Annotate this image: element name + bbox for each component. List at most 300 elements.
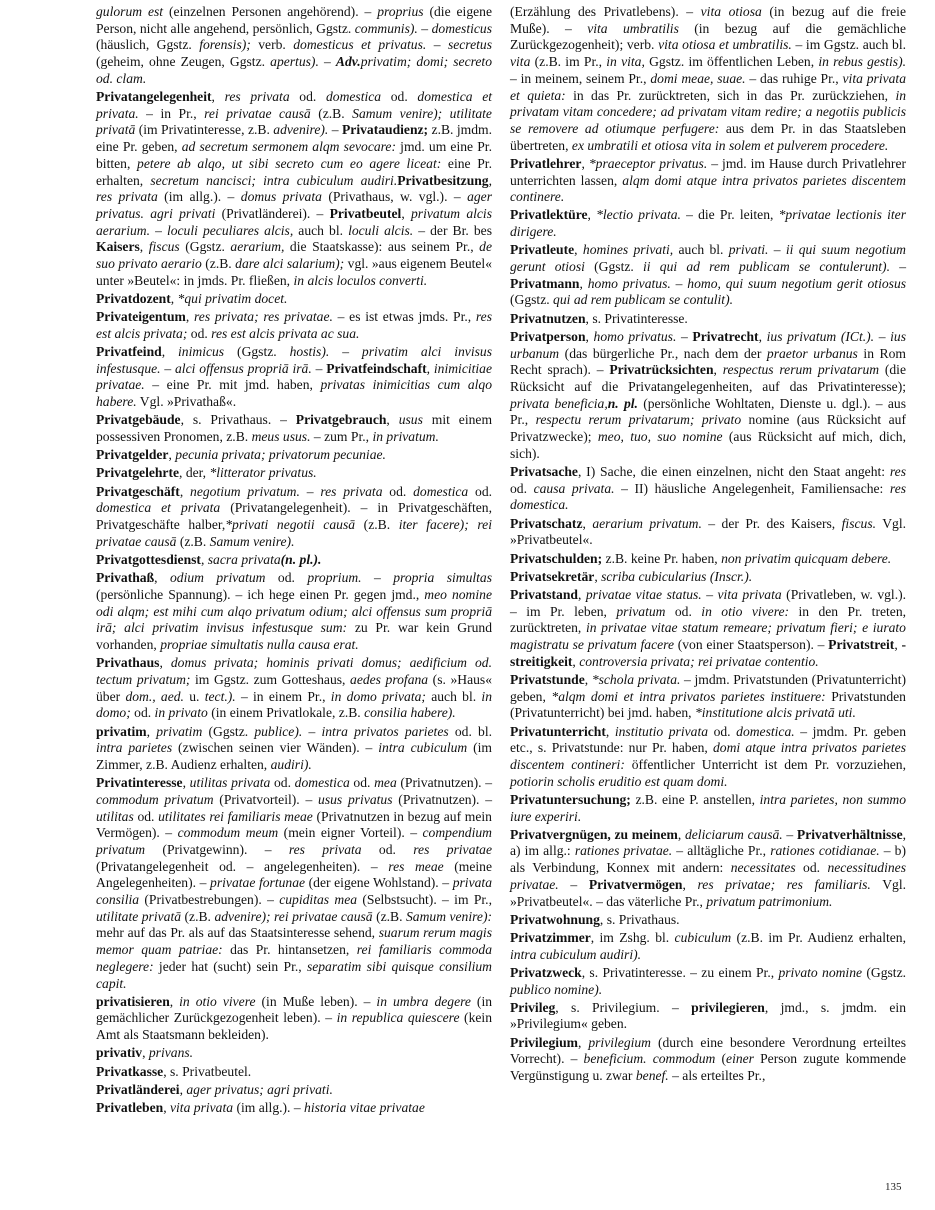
latin-term: qui ad rem publicam se contulit). [553, 292, 734, 308]
latin-term: usus privatus [318, 791, 393, 807]
latin-term: odium privatum [169, 570, 266, 586]
entry-text: (das bürgerliche Pr., nach dem der [559, 345, 767, 361]
entry-text: (Ggstz. [202, 723, 255, 739]
entry-text: – der Pr. des Kaisers, [701, 515, 842, 531]
headword: Privatperson [510, 328, 586, 344]
entry-text: (meine Angelegenheiten). – [96, 858, 493, 891]
headword: Privatrecht [692, 328, 759, 344]
latin-term: domestica et privata [96, 500, 221, 516]
entry-text: (Privatnutzen). – [396, 775, 493, 791]
entry-text: jmd. um eine Pr. bitten, [96, 139, 492, 171]
latin-term: Samum venire); [352, 105, 443, 121]
entry-text: (die Rücksicht auf die Privatangelegenheiten, auf das Privatinteresse); [510, 362, 906, 394]
entry-text: zu Pr. war kein Grund vorhanden, [96, 620, 492, 653]
entry-text: (Ggstz. [510, 292, 554, 308]
headword: Privatkasse [96, 1063, 164, 1079]
latin-term: vita umbratilis [587, 20, 679, 36]
entry-text: – [311, 360, 327, 376]
entry-text: , [182, 775, 190, 791]
page-number: 135 [885, 1181, 902, 1193]
latin-term: privatum [616, 603, 666, 619]
dictionary-entry [510, 930, 906, 963]
latin-term: domesticus et privatus. [293, 37, 427, 53]
latin-term: vita privata [170, 1100, 234, 1115]
latin-term: rei privatae causā [204, 105, 311, 121]
latin-term: scriba cubicularius (Inscr.). [601, 568, 753, 584]
entry-text: (in bezug auf die freie Muße). – [510, 4, 906, 36]
entry-text: , I) Sache, die einen einzelnen, nicht den Staat angeht: [577, 463, 890, 479]
entry-text: (häuslich, Ggstz. [96, 37, 200, 53]
latin-term: commodum privatum [96, 791, 214, 807]
entry-text: – b) als Verbindung, Konnex mit andern: [510, 843, 906, 876]
latin-term: in domo privata; [330, 688, 426, 704]
latin-term: proprium. [307, 570, 362, 586]
entry-text: – der Br. bes [413, 222, 492, 238]
entry-text: – [890, 259, 907, 275]
entry-text: , [713, 362, 723, 378]
latin-term: *privati negotii causā [225, 517, 356, 533]
entry-text: , [185, 309, 194, 325]
latin-term: pecunia privata; privatorum pecuniae. [175, 447, 386, 463]
entry-text: Ggstz. im öffentlichen Leben, [644, 54, 819, 70]
entry-text: (Privatangelegenheit od. – angelegenheiten). – [96, 858, 389, 874]
headword: Privileg [510, 999, 556, 1015]
entry-text: – [874, 328, 891, 344]
entry-text: , [168, 447, 176, 463]
headword: Privatstunde [510, 671, 585, 687]
headword: Privatinteresse [96, 775, 183, 791]
entry-text: Vgl. »Privatbeutel«. – das väterliche Pr., [510, 876, 907, 909]
latin-term: privatum patrimonium. [706, 893, 833, 909]
entry-text: (im Privatinteresse, z.B. [135, 122, 274, 138]
latin-term: domestica. [736, 723, 795, 739]
latin-term: in republica quiescere [336, 1010, 460, 1026]
latin-term: in privatam vitam concedere; ad privatam vitam redire; a negotiis publicis se removere ad otiumque perfugere: [510, 87, 907, 136]
latin-term: rationes cotidianae. [770, 843, 880, 859]
latin-term: gulorum est [96, 4, 164, 19]
latin-term: cupiditas mea [279, 892, 358, 908]
latin-term: publico nomine). [510, 981, 603, 997]
latin-term: domestica [325, 89, 382, 105]
latin-term: privatim [156, 723, 203, 739]
dictionary-entry [510, 1035, 906, 1085]
entry-text: auch bl. [425, 688, 482, 704]
latin-term: inimicitiae privatae. [96, 360, 493, 393]
entry-text: verb. [250, 37, 294, 53]
headword: Privatleute [510, 242, 575, 258]
entry-text: die Staatskasse): aus seinem Pr., [284, 239, 480, 255]
entry-text: (einzelnen Personen angehörend). – [163, 4, 378, 19]
dictionary-entry [96, 994, 492, 1044]
entry-text: – eine Pr. mit jmd. haben, [144, 377, 321, 393]
latin-term: apertus). [270, 54, 319, 70]
entry-text: , [584, 671, 592, 687]
dictionary-entry [510, 156, 906, 206]
latin-term: privilegium [588, 1034, 652, 1050]
entry-text: , [677, 826, 685, 842]
dictionary-entry [96, 447, 492, 464]
entry-text: (der eigene Wohlstand). – [305, 875, 453, 891]
latin-term: tect.). [204, 688, 236, 704]
entry-text: od. [361, 841, 414, 857]
entry-text: od. [187, 325, 212, 341]
dictionary-entry [96, 655, 492, 722]
entry-text: , [594, 568, 602, 584]
entry-text: jeder hat (sucht) sein Pr., [153, 958, 307, 974]
headword: Privatnutzen [510, 310, 586, 326]
entry-text: – [701, 586, 718, 602]
entry-text: , s. Privatinteresse. – zu einem Pr., [581, 964, 779, 980]
headword: Privatleben [96, 1100, 164, 1115]
entry-text: (Privatvorteil). – [213, 791, 319, 807]
latin-term: vita otiosa [700, 4, 762, 19]
dictionary-entry [96, 570, 492, 654]
headword: privatisieren [96, 993, 170, 1009]
latin-term: homo privatus. [593, 328, 677, 344]
latin-term: vita privata [717, 586, 782, 602]
latin-term: usus [398, 412, 423, 428]
headword: Privatzimmer [510, 929, 591, 945]
entry-text: z.B. jmdm. eine Pr. geben, [96, 122, 492, 155]
entry-text: , [579, 275, 588, 291]
entry-text: (Ggstz. [224, 344, 290, 360]
entry-text: (Privatangelegenheit). – in Privatgeschäften, Privatgeschäfte halber, [96, 500, 493, 533]
dictionary-entry [510, 329, 906, 463]
latin-term: res est alcis privata; [96, 309, 492, 341]
entry-text: im Ggstz. zum Gotteshaus, [190, 671, 351, 687]
entry-text: (z.B. im Pr., [530, 54, 607, 70]
entry-text: (z.B. [310, 105, 353, 121]
dictionary-entry [96, 291, 492, 308]
latin-term: propria simultas [393, 570, 493, 586]
latin-term: privati. [728, 242, 769, 258]
entry-text: od. [381, 89, 418, 105]
entry-text: – [426, 37, 448, 53]
latin-term: res privatae [413, 841, 492, 857]
entry-text: , [577, 586, 586, 602]
headword: Privatsekretär [510, 568, 595, 584]
dictionary-entry [96, 309, 492, 342]
entry-text: , [200, 552, 208, 567]
latin-term: audiri). [270, 756, 312, 772]
entry-text: – II) häusliche Angelegenheit, Familiensache: [614, 480, 890, 496]
left-column [96, 4, 492, 1118]
entry-text: , s. Privathaus. [599, 911, 680, 927]
dictionary-entry [510, 207, 906, 240]
latin-term: Samum venire): [405, 908, 492, 924]
entry-text: od. [708, 723, 737, 739]
entry-text: – [329, 344, 362, 360]
entry-text: aus dem Pr. in das Staatsleben übertreten, [510, 120, 906, 153]
dictionary-entry [96, 4, 492, 88]
headword: Privathaus [96, 655, 160, 671]
latin-term: privatim; domi; secreto od. clam. [96, 54, 493, 86]
latin-term: mea [374, 775, 397, 791]
headword: Privatschatz [510, 515, 583, 531]
latin-term: forensis); [199, 37, 251, 53]
entry-text: in den Pr. treten, zurücktreten, [510, 603, 907, 636]
latin-term: publice). [254, 723, 303, 739]
latin-term: *schola privata. [591, 671, 681, 687]
entry-text: , [161, 344, 179, 360]
dictionary-entry [96, 484, 492, 551]
latin-term: *institutione alcis privatā uti. [694, 705, 856, 721]
dictionary-entry [510, 4, 906, 154]
latin-term: res privata [320, 483, 383, 499]
latin-term: domi atque intra privatos parietes discentem contineri: [510, 740, 906, 772]
entry-text: , s. Privathaus. – [180, 412, 296, 428]
entry-text: – [302, 723, 322, 739]
latin-term: *privatae lectionis iter dirigere. [510, 207, 906, 240]
latin-term: utilitas [96, 808, 134, 824]
entry-text: (Erzählung des Privatlebens). – [510, 4, 701, 19]
latin-term: institutio privata [614, 723, 709, 739]
latin-term: de suo privato aerario [96, 239, 493, 272]
latin-term: privato nomine [778, 964, 863, 980]
entry-text: – in Pr., [138, 105, 205, 121]
dictionary-entry [510, 551, 906, 568]
latin-term: domestica [413, 483, 469, 499]
latin-term: homines privati, [582, 242, 674, 258]
entry-text: , jmd., s. jmdm. ein »Privilegium« geben. [510, 999, 906, 1032]
entry-text: , [179, 483, 191, 499]
entry-text: , [159, 655, 171, 671]
entry-text: od. [270, 775, 295, 791]
latin-term: beneficium. commodum [583, 1051, 716, 1067]
latin-term: Samum venire). [209, 533, 295, 549]
headword: Privatvermögen [588, 876, 683, 892]
latin-term: causa privata. [533, 480, 615, 496]
entry-text: öffentlicher Unterricht ist dem Pr. vorzuziehen, [624, 756, 907, 772]
latin-term: in privatum. [372, 429, 439, 445]
latin-term: privata beneficia, [510, 395, 608, 411]
entry-text: eine Pr. erhalten, [96, 155, 492, 188]
entry-text: (Privatgewinn). – [145, 841, 289, 857]
latin-term: rei privatae causā [96, 517, 492, 549]
entry-text: (z.B. im Pr. Audienz erhalten, [731, 929, 906, 945]
headword: Privatgeschäft [96, 483, 180, 499]
entry-text: – in einem Pr., [235, 688, 331, 704]
headword: Privatsache [510, 463, 578, 479]
entry-text: (z.B. [372, 908, 406, 924]
latin-term: respectu rerum privatarum; privato [535, 412, 742, 428]
latin-term: utilitate privatā [96, 908, 182, 924]
entry-text: (Privatnutzen in bezug auf mein Vermögen). – [96, 808, 492, 841]
latin-term: necessitates [730, 860, 796, 876]
entry-text: – [318, 54, 336, 70]
latin-term: potiorin scholis eruditio est quam domi. [510, 773, 728, 789]
latin-term: utilitas privata [189, 775, 271, 791]
latin-term: homo, qui suum negotium gerit otiosus [687, 275, 907, 291]
dictionary-entry [510, 464, 906, 514]
latin-term: ager privatus; agri privati. [186, 1081, 333, 1097]
entry-text: (kein Amt als Staatsmann bekleiden). [96, 1010, 492, 1043]
headword: Privatgelder [96, 447, 169, 463]
headword: Privatangelegenheit [96, 89, 212, 105]
latin-term: ex umbratili et otiosa vita in solem et pulverem procedere. [571, 137, 889, 153]
entry-text: – jmd. im Hause durch Privatlehrer unterrichten lassen, [510, 155, 906, 188]
entry-text: (persönliche Wohltaten, Dienste u. dgl.). – aus Pr., [510, 395, 906, 428]
latin-term: proprius [377, 4, 424, 19]
latin-term: inimicus [178, 344, 225, 360]
latin-term: *litterator privatus. [209, 465, 317, 481]
latin-term: meo nomine odi alqm; est mihi cum alqo privatum odium; alci offensus sum propriā irā; alci privatim invisus infestusque sum: [96, 586, 492, 636]
entry-text: od. [349, 775, 375, 791]
dictionary-entry [510, 311, 906, 328]
latin-term: aedes profana [350, 671, 429, 687]
headword: Privatuntersuchung; [510, 791, 631, 807]
entry-text: – [558, 876, 589, 892]
entry-text [442, 106, 450, 121]
headword: Privatunterricht [510, 723, 606, 739]
dictionary-entry [96, 465, 492, 482]
dictionary-entry [510, 1000, 906, 1033]
latin-term: domus privata; hominis privati domus; aedificium od. tectum privatum; [96, 655, 492, 687]
latin-term: dom., aed. [125, 688, 184, 704]
latin-term: res meae [388, 858, 444, 874]
latin-term: res [889, 463, 906, 479]
latin-term: in alcis loculos converti. [293, 272, 428, 288]
latin-term: separatim sibi quisque consilium capit. [96, 958, 492, 991]
entry-text: , im Zshg. bl. [590, 929, 675, 945]
latin-term: ii qui suum negotium gerunt otiosi [510, 242, 907, 275]
entry-text: – [361, 570, 394, 586]
latin-term: rationes privatae. [574, 843, 673, 859]
dictionary-entry [96, 1100, 492, 1117]
entry-text: auch bl. [293, 222, 349, 238]
latin-term: loculi peculiares alcis, [166, 222, 294, 238]
entry-text: u. [183, 688, 205, 704]
dictionary-entry [96, 1045, 492, 1062]
entry-text: (geheim, ohne Zeugen, Ggstz. [96, 54, 271, 70]
dictionary-entry [96, 89, 492, 289]
entry-text: das Pr. hintansetzen, [222, 942, 357, 958]
entry-text: (im Zimmer, z.B. Audienz erhalten, [96, 740, 493, 772]
dictionary-entry [510, 569, 906, 586]
latin-term: aerarium, [230, 239, 285, 255]
latin-term: privatae vitae status. [585, 586, 702, 602]
entry-text: (mein eigner Vorteil). – [278, 825, 423, 841]
latin-term: rei familiaris commoda neglegere: [96, 942, 493, 974]
latin-term: aerarium privatum. [592, 515, 702, 531]
latin-term: in privato [154, 705, 208, 721]
entry-text: Vgl. »Privathaß«. [136, 394, 237, 410]
entry-text: , [605, 723, 615, 739]
entry-text: od. [468, 483, 493, 499]
entry-text: – [299, 483, 321, 499]
entry-text: – zum Pr., [310, 429, 373, 445]
latin-term: domesticus [431, 20, 493, 36]
entry-text: Privatstunden (Privatunterricht) bei jmd. haben, [510, 688, 906, 721]
headword: Privatstand [510, 586, 578, 602]
headword: Privatlehrer [510, 155, 582, 171]
latin-term: utilitates rei familiaris meae [158, 808, 313, 824]
headword: Privatländerei [96, 1081, 180, 1097]
latin-term: commodum meum [177, 825, 279, 841]
entry-text: – [417, 20, 432, 36]
dictionary-entry [510, 516, 906, 549]
latin-term: in vita, [606, 54, 645, 70]
latin-term: ius urbanum [510, 328, 906, 361]
entry-text: in das Pr. zurücktreten, sich in das Pr. zurückziehen, [565, 87, 896, 103]
latin-term: in domo; [96, 688, 492, 721]
latin-term: secretum nancisci; intra cubiculum audiri. [150, 172, 398, 188]
latin-term: secretus [447, 37, 492, 53]
entry-text: (in bezug auf die gemächliche Zurückgezogenheit); verb. [510, 20, 906, 53]
latin-term: ager privatus. agri privati [96, 189, 492, 221]
entry-text: , der, [179, 465, 210, 481]
latin-term: ad secretum sermonem alqm sevocare: [181, 139, 396, 155]
entry-text: (z.B. [355, 517, 399, 533]
dictionary-entry [96, 412, 492, 445]
headword: privativ [96, 1045, 143, 1061]
entry-text: , [582, 515, 593, 531]
headword: Kaisers [96, 239, 140, 255]
entry-text: (Privatleben, w. vgl.). – im Pr. leben, [510, 586, 907, 619]
entry-text: (s. »Haus« über [96, 671, 492, 704]
entry-text: (Ggstz. [862, 964, 907, 980]
latin-term: respectus rerum privatarum [722, 362, 880, 378]
dictionary-entry [510, 827, 906, 911]
entry-text: (die eigene Person, nicht alle angehend, persönlich, Ggstz. [96, 4, 492, 36]
latin-term: ius privatum (ICt.). [766, 328, 875, 344]
headword: Privilegium [510, 1034, 578, 1050]
entry-text: auch bl. [673, 242, 729, 258]
entry-text: od. [289, 89, 326, 105]
entry-text: (im allg.). – [233, 1100, 305, 1115]
headword: Privateigentum [96, 309, 186, 325]
latin-term: res privata [288, 841, 362, 857]
entry-text: (persönliche Spannung). – ich hege einen Pr. gegen jmd., [96, 586, 425, 602]
entry-text: – alltägliche Pr., [672, 843, 771, 859]
latin-term: compendium privatum [96, 825, 492, 857]
entry-text: (z.B. [201, 256, 236, 272]
headword: privatim [96, 723, 147, 739]
entry-text: od. [665, 603, 702, 619]
latin-term: intra cubiculum audiri). [510, 946, 642, 962]
entry-text: (zwischen seinen vier Wänden). – [172, 740, 379, 756]
latin-term: intra cubiculum [378, 740, 468, 756]
latin-term: controversia privata; rei privatae contentio. [579, 653, 819, 669]
entry-text: (in Muße leben). – [255, 993, 377, 1009]
headword: Privatlektüre [510, 207, 588, 223]
entry-text: , [401, 205, 411, 221]
entry-text: , [574, 242, 583, 258]
latin-term: privans. [148, 1045, 194, 1061]
latin-term: necessitudines privatae. [510, 860, 906, 892]
entry-text: , [142, 1045, 149, 1061]
latin-term: in otio vivere [179, 993, 256, 1009]
latin-term: cubiculum [674, 929, 732, 945]
entry-text: , [426, 360, 434, 376]
latin-term: in otio vivere: [701, 603, 790, 619]
entry-text: mit einem possessiven Pronomen, z.B. [96, 412, 493, 445]
headword: Privatgelehrte [96, 465, 180, 481]
entry-text: nomine (aus Rücksicht auf Privatzwecke); [510, 412, 906, 445]
entry-text: , [170, 290, 178, 306]
latin-term: privatim alci invisus infestusque. – alci offensus propriā irā. [96, 344, 492, 376]
latin-term: *alqm domi et intra privatos parietes instituere: [551, 688, 826, 704]
latin-term: fiscus [148, 239, 180, 255]
entry-text: – im Ggstz. auch bl. [791, 37, 906, 53]
entry-text: , [577, 1034, 589, 1050]
latin-term: non privatim quicquam debere. [721, 550, 892, 566]
dictionary-entry [96, 1064, 492, 1081]
entry-text: – [670, 275, 688, 291]
dictionary-entry [510, 724, 906, 791]
entry-text: (durch eine besondere Verordnung erteiltes Vorrecht). – [510, 1034, 906, 1067]
entry-text: (Privatbestrebungen). – [139, 892, 280, 908]
